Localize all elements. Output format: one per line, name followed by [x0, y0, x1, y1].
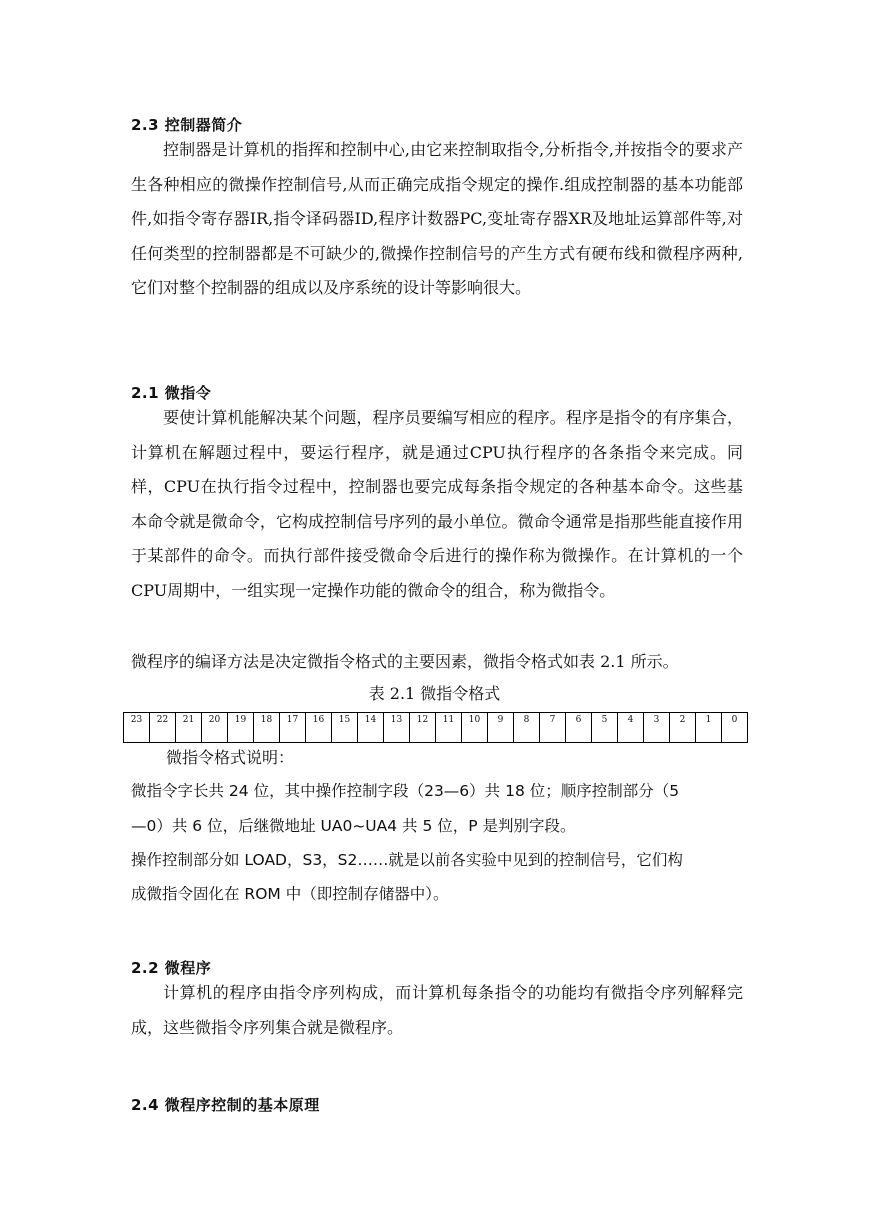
- bit-cell: 8: [514, 713, 540, 743]
- bit-cell: 21: [176, 713, 202, 743]
- bit-cell: 14: [358, 713, 384, 743]
- paragraph-microprogram: 计算机的程序由指令序列构成，而计算机每条指令的功能均有微指令序列解释完成，这些微指令序列集合就是微程序。: [131, 983, 743, 1037]
- bit-cell: 13: [384, 713, 410, 743]
- section-heading-2-4: 2.4 微程序控制的基本原理: [131, 1096, 320, 1114]
- bit-cell: 6: [566, 713, 592, 743]
- bit-cell: 18: [254, 713, 280, 743]
- bit-cell: 23: [124, 713, 150, 743]
- section-heading-2-2: 2.2 微程序: [131, 959, 212, 977]
- bit-cell: 15: [332, 713, 358, 743]
- section-heading-2-1: 2.1 微指令: [131, 384, 212, 402]
- bit-cell: 2: [670, 713, 696, 743]
- bit-cell: 19: [228, 713, 254, 743]
- paragraph-format-intro: 微程序的编译方法是决定微指令格式的主要因素，微指令格式如表 2.1 所示。: [131, 652, 679, 671]
- format-description-line-3: 操作控制部分如 LOAD，S3，S2……就是以前各实验中见到的控制信号，它们构: [131, 851, 683, 869]
- format-description-title: 微指令格式说明：: [166, 748, 295, 767]
- bit-cell: 20: [202, 713, 228, 743]
- bit-row: [124, 713, 748, 743]
- bit-cell: 22: [150, 713, 176, 743]
- section-heading-2-3: 2.3 控制器简介: [131, 116, 243, 134]
- format-description-line-2: —0）共 6 位，后继微地址 UA0~UA4 共 5 位，P 是判别字段。: [131, 817, 576, 835]
- bit-cell: 12: [410, 713, 436, 743]
- bit-cell: 16: [306, 713, 332, 743]
- bit-cell: 4: [618, 713, 644, 743]
- bit-cell: 0: [722, 713, 748, 743]
- bit-cell: 17: [280, 713, 306, 743]
- bit-cell: 7: [540, 713, 566, 743]
- bit-cell: 11: [436, 713, 462, 743]
- format-description-line-4: 成微指令固化在 ROM 中（即控制存储器中）。: [131, 885, 449, 903]
- format-description-line-1: 微指令字长共 24 位，其中操作控制字段（23—6）共 18 位；顺序控制部分（5: [131, 782, 680, 800]
- bit-cell: 1: [696, 713, 722, 743]
- bit-cell: 10: [462, 713, 488, 743]
- bit-cell: 5: [592, 713, 618, 743]
- table-caption: 表 2.1 微指令格式: [368, 684, 501, 703]
- bit-cell: 9: [488, 713, 514, 743]
- paragraph-controller-intro: 控制器是计算机的指挥和控制中心,由它来控制取指令,分析指令,并按指令的要求产生各种相应的微操作控制信号,从而正确完成指令规定的操作.组成控制器的基本功能部件,如指令寄存器IR,指令译码器ID,程序计数器PC,变址寄存器XR及地址运算部件等,对任何类型的控制器都是不可缺少的,微操作控制信号的产生方式有硬布线和微程序两种,它们对整个控制器的组成以及序系统的设计等影响很大。: [131, 140, 743, 297]
- paragraph-microinstruction: 要使计算机能解决某个问题，程序员要编写相应的程序。程序是指令的有序集合，计算机在解题过程中，要运行程序，就是通过CPU执行程序的各条指令来完成。同样，CPU在执行指令过程中，控制器也要完成每条指令规定的各种基本命令。这些基本命令就是微命令，它构成控制信号序列的最小单位。微命令通常是指那些能直接作用于某部件的命令。而执行部件接受微命令后进行的操作称为微操作。在计算机的一个CPU周期中，一组实现一定操作功能的微命令的组合，称为微指令。: [131, 408, 743, 600]
- microinstruction-format-table: [123, 712, 748, 743]
- bit-cell: 3: [644, 713, 670, 743]
